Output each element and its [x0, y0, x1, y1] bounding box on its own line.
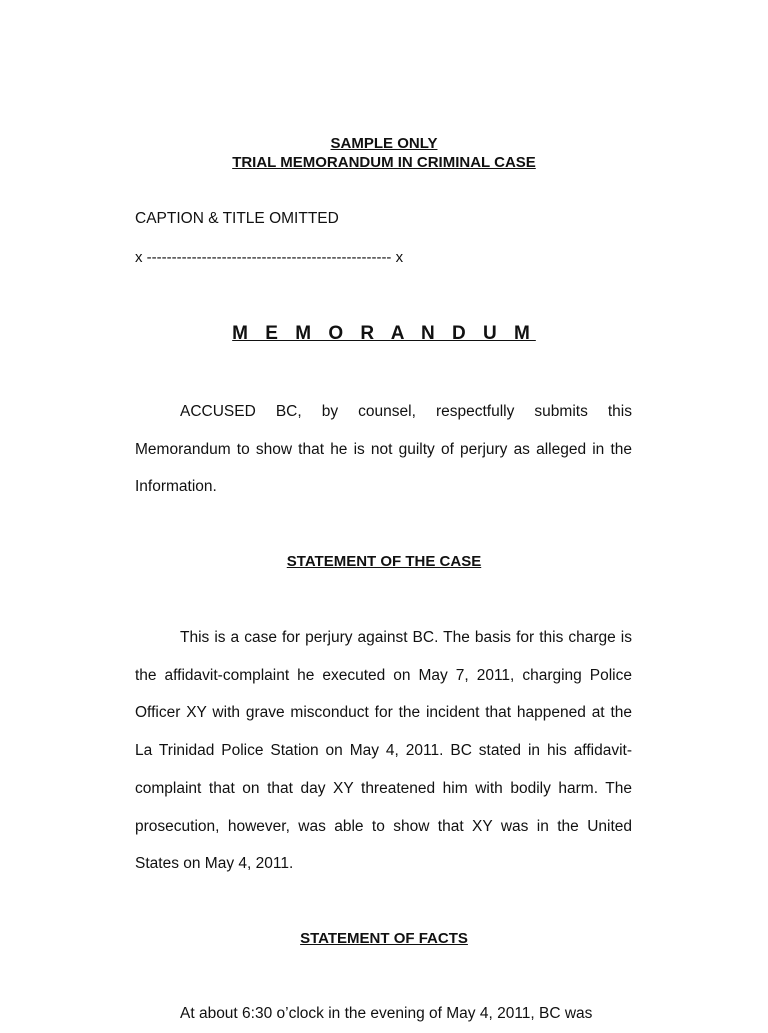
statement-of-case-body: This is a case for perjury against BC. The basis for this charge is the affidavit-complaint he executed on May 7, 2011, charging Police Officer XY with grave misconduct for the incident that happened at the La Trinidad Police Station on May 4, 2011. BC stated in his affidavit-complaint that on that day XY threatened him with bodily harm. The prosecution, however, was able to show that XY was in the United States on May 4, 2011.	[135, 629, 632, 873]
caption-text: CAPTION & TITLE OMITTED	[135, 210, 339, 227]
caption-separator: x ------------------------------------------------- x	[135, 249, 404, 266]
statement-of-facts-title: STATEMENT OF FACTS	[300, 930, 468, 947]
statement-of-case-title: STATEMENT OF THE CASE	[286, 553, 482, 570]
statement-of-facts-body: At about 6:30 o’clock in the evening of May 4, 2011, BC was	[180, 1005, 593, 1022]
document-heading: TRIAL MEMORANDUM IN CRIMINAL CASE	[232, 154, 536, 171]
intro-paragraph: ACCUSED BC, by counsel, respectfully submits this Memorandum to show that he is not guilty of perjury as alleged in the Information.	[135, 403, 632, 496]
memorandum-title: M E M O R A N D U M	[232, 323, 536, 344]
sample-only-heading: SAMPLE ONLY	[330, 135, 438, 152]
